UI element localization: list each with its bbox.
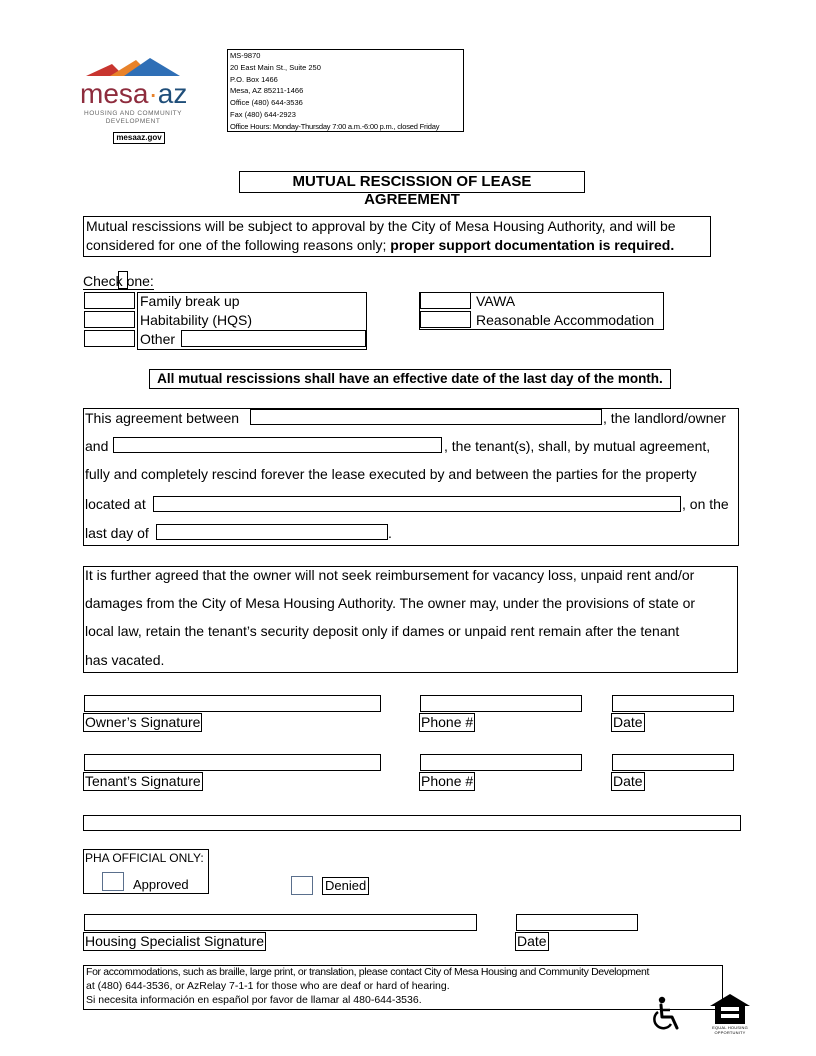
checkbox-denied[interactable] [291,876,313,895]
owner-date-field[interactable] [612,695,734,712]
address-line: P.O. Box 1466 [230,74,278,84]
address-block [227,49,464,132]
pha-official-heading: PHA OFFICIAL ONLY: [85,851,204,865]
owner-signature-field[interactable] [84,695,381,712]
wheelchair-accessibility-icon [650,996,684,1032]
address-line: Office (480) 644-3536 [230,98,303,108]
option-habitability: Habitability (HQS) [140,312,253,328]
mesa-logo [80,56,190,126]
pha-date-field[interactable] [516,914,638,931]
check-one-label: Check one: [83,273,154,289]
tenant-date-field[interactable] [612,754,734,771]
housing-specialist-label: Housing Specialist Signature [85,933,264,949]
owner-signature-label: Owner’s Signature [85,714,201,730]
checkbox-other[interactable] [84,330,135,347]
tenant-phone-label: Phone # [421,773,474,789]
tenant-phone-field[interactable] [420,754,582,771]
logo-wordmark: mesa·az [80,78,188,109]
owner-date-label: Date [613,714,643,730]
section-divider [83,815,741,831]
logo-subtitle: HOUSING AND COMMUNITY DEVELOPMENT [84,110,182,125]
effective-date-notice: All mutual rescissions shall have an effective date of the last day of the month. [149,369,671,389]
address-line: Office Hours: Monday-Thursday 7:00 a.m.-6:00 p.m., closed Friday [230,121,440,131]
pha-date-label: Date [517,933,547,949]
cursor-marker [118,271,128,289]
owner-phone-label: Phone # [421,714,474,730]
accommodations-footer: For accommodations, such as braille, large print, or translation, please contact City of Mesa Housing and Community Development at (480) 644-3536, or AzRelay 7-1-1 for those who are deaf or hard of hearing. Si necesita información en español por favor de llamar al 480-644-3536. [83,965,723,1010]
page-title: MUTUAL RESCISSION OF LEASE AGREEMENT [239,171,585,193]
checkbox-approved[interactable] [102,872,124,891]
housing-specialist-signature-field[interactable] [84,914,477,931]
tenant-date-label: Date [613,773,643,789]
option-other: Other [140,331,176,347]
option-vawa: VAWA [476,293,516,309]
option-family-break-up: Family break up [140,293,240,309]
option-reasonable-accommodation: Reasonable Accommodation [476,312,655,328]
property-address-field[interactable] [153,496,681,512]
tenant-name-field[interactable] [113,437,442,453]
landlord-name-field[interactable] [250,409,602,425]
denied-label: Denied [322,877,369,895]
address-line: Mesa, AZ 85211-1466 [230,86,304,96]
checkbox-reasonable-accommodation[interactable] [420,311,471,328]
address-line: Fax (480) 644-2923 [230,109,296,119]
address-line: MS-9870 [230,51,261,60]
website-label[interactable]: mesaaz.gov [113,132,165,144]
checkbox-vawa[interactable] [420,292,471,309]
other-reason-input[interactable] [181,330,366,347]
owner-phone-field[interactable] [420,695,582,712]
intro-paragraph: Mutual rescissions will be subject to approval by the City of Mesa Housing Authority, and will be considered for one of the following reasons only; proper support documentation is required. [83,216,711,257]
checkbox-family-break-up[interactable] [84,292,135,309]
tenant-signature-label: Tenant’s Signature [85,773,201,789]
address-line: 20 East Main St., Suite 250 [230,62,321,72]
equal-housing-opportunity-icon: EQUAL HOUSING OPPORTUNITY [707,992,753,1036]
tenant-signature-field[interactable] [84,754,381,771]
approved-label: Approved [133,877,189,892]
last-day-month-field[interactable] [156,524,388,540]
checkbox-habitability[interactable] [84,311,135,328]
